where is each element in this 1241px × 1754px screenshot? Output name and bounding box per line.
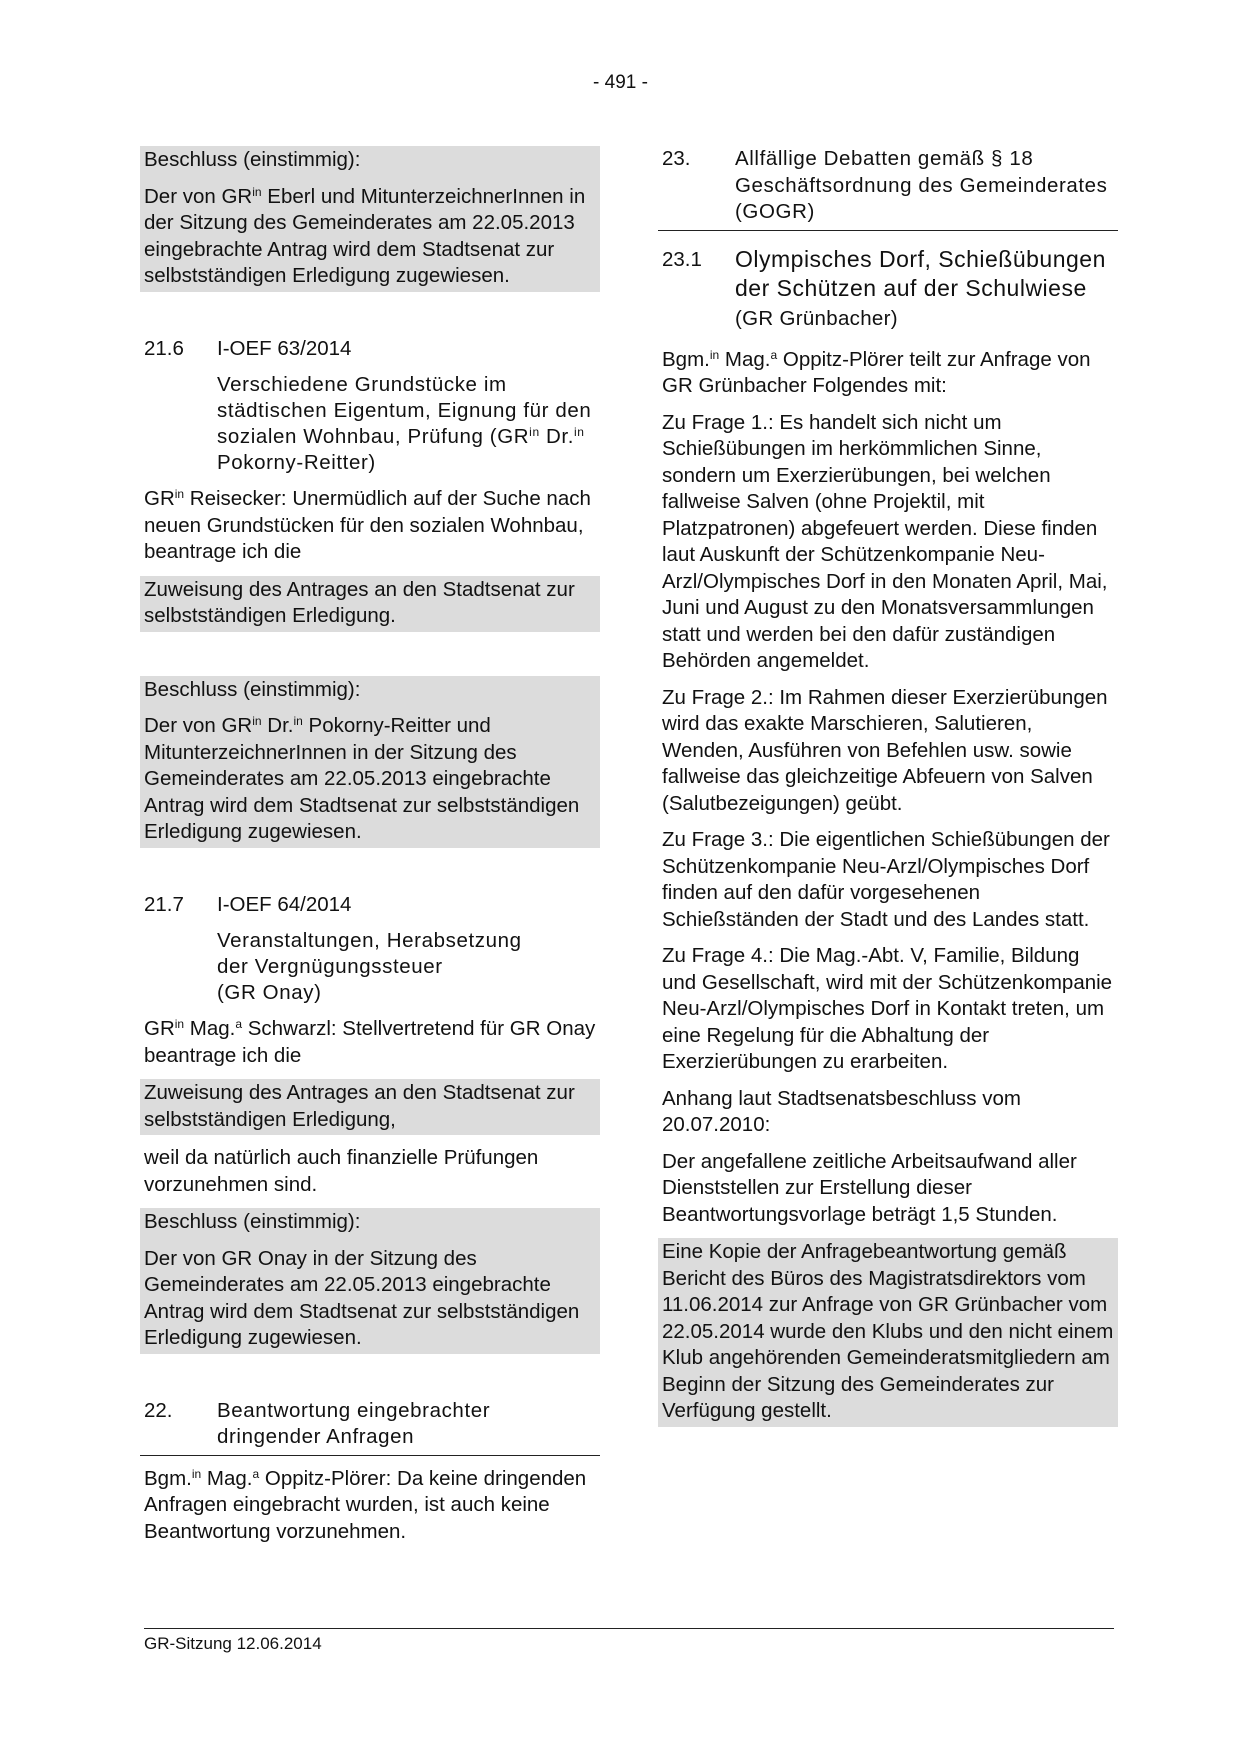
answer-question-3: Zu Frage 3.: Die eigentlichen Schießübungen der Schützenkompanie Neu-Arzl/Olympisches Dorf finden auf den dafür vorgesehenen Schießständen der Stadt und des Landes statt.: [662, 828, 1110, 931]
resolution-title: Beschluss (einstimmig):: [144, 677, 361, 701]
section-title: Allfällige Debatten gemäß § 18 Geschäftsordnung des Gemeinderates (GOGR): [735, 147, 1108, 223]
section-21-6-title: Verschiedene Grundstücke im städtischen Eigentum, Eignung für den sozialen Wohnbau, Prüfung ($GR^{in}$ Dr.$^{in}$ Pokorny-Reitter): [217, 373, 592, 474]
answer-question-2: Zu Frage 2.: Im Rahmen dieser Exerzierübungen wird das exakte Marschieren, Salutieren, Wenden, Ausführen von Befehlen usw. sowie fallweise das gleichzeitige Abfeuern von Salven (Salutbezeigungen) geübt.: [662, 685, 1108, 815]
resolution-text: Der von $GR^{in}$ Eberl und MitunterzeichnerInnen in der Sitzung des Gemeinderates am 22.05.2013 eingebrachte Antrag wird dem Stadtsenat zur selbstständigen Erledigung zugewiesen.: [144, 184, 586, 287]
section-code: I-OEF 64/2014: [217, 892, 352, 916]
section-21-7-title: Veranstaltungen, Herabsetzung der Vergnügungssteuer (GR Onay): [217, 929, 522, 1004]
right-column: [662, 146, 1114, 1427]
resolution-block-1: [140, 146, 600, 292]
left-column: [144, 146, 596, 1545]
section-number: 22.: [144, 1398, 173, 1422]
section-22-text: Bgm.$^{in}$ Mag.$^a$ Oppitz-Plörer: Da keine dringenden Anfragen eingebracht wurden, ist auch keine Beantwortung vorzunehmen.: [144, 1466, 587, 1543]
resolution-block-21-7: [140, 1208, 600, 1354]
section-number: 23.1: [662, 247, 702, 271]
section-21-6-heading: [144, 336, 596, 363]
reason-text-21-7: weil da natürlich auch finanzielle Prüfungen vorzunehmen sind.: [144, 1146, 539, 1196]
answer-question-1: Zu Frage 1.: Es handelt sich nicht um Schießübungen im herkömmlichen Sinne, sondern um Exerzierübungen, bei welchen fallweise Salven (ohne Projektil, mit Platzpatronen) abgefeuert werden. Diese finden laut Auskunft der Schützenkompanie Neu-Arzl/Olympisches Dorf in den Monaten April, Mai, Juni und August zu den Monatsversammlungen statt und werden bei den dafür zuständigen Behörden angemeldet.: [662, 410, 1108, 672]
resolution-block-21-6: [140, 676, 600, 848]
resolution-text: Der von GR Onay in der Sitzung des Gemeinderates am 22.05.2013 eingebrachte Antrag wird dem Stadtsenat zur selbstständigen Erledigung zugewiesen.: [144, 1246, 580, 1349]
assignment-21-7: Zuweisung des Antrages an den Stadtsenat zur selbstständigen Erledigung,: [140, 1079, 600, 1135]
page-number: - 491 -: [593, 72, 648, 93]
section-title: Beantwortung eingebrachter dringender Anfragen: [217, 1398, 491, 1448]
footer-text: GR-Sitzung 12.06.2014: [144, 1634, 322, 1653]
section-number: 21.7: [144, 892, 184, 916]
resolution-text: Der von $GR^{in}$ Dr.$^{in}$ Pokorny-Reitter und MitunterzeichnerInnen in der Sitzung des Gemeinderates am 22.05.2013 eingebrachte Antrag wird dem Stadtsenat zur selbstständigen Erledigung zugewiesen.: [144, 714, 580, 843]
section-23-1-heading: [662, 245, 1114, 333]
motion-text-21-6: $GR^{in}$ Reisecker: Unermüdlich auf der Suche nach neuen Grundstücken für den sozialen Wohnbau, beantrage ich die: [144, 487, 591, 563]
footer-divider: [144, 1628, 1114, 1629]
section-number: 21.6: [144, 336, 184, 360]
effort-text: Der angefallene zeitliche Arbeitsaufwand aller Dienststellen zur Erstellung dieser Beantwortungsvorlage beträgt 1,5 Stunden.: [662, 1149, 1077, 1226]
motion-text-21-7: $GR^{in}$ Mag.$^a$ Schwarzl: Stellvertretend für GR Onay beantrage ich die: [144, 1017, 596, 1067]
appendix-title: Anhang laut Stadtsenatsbeschluss vom 20.07.2010:: [662, 1086, 1021, 1136]
section-code: I-OEF 63/2014: [217, 336, 352, 360]
answer-question-4: Zu Frage 4.: Die Mag.-Abt. V, Familie, Bildung und Gesellschaft, wird mit der Schützenkompanie Neu-Arzl/Olympisches Dorf in Kontakt treten, um eine Regelung für die Abhaltung der Exerzierübungen zu erarbeiten.: [662, 944, 1113, 1073]
resolution-title: Beschluss (einstimmig):: [144, 1210, 361, 1233]
section-22-heading: [144, 1398, 596, 1451]
section-23-heading: [662, 146, 1114, 226]
copy-note: Eine Kopie der Anfragebeantwortung gemäß Bericht des Büros des Magistratsdirektors vom 11.06.2014 zur Anfrage von GR Grünbacher vom 22.05.2014 wurde den Klubs und den nicht einem Klub angehörenden Gemeinderatsmitgliedern am Beginn der Sitzung des Gemeinderates zur Verfügung gestellt.: [658, 1238, 1118, 1427]
section-21-7-heading: [144, 892, 596, 919]
assignment-21-6: Zuweisung des Antrages an den Stadtsenat zur selbstständigen Erledigung.: [140, 576, 600, 632]
resolution-title: Beschluss (einstimmig):: [144, 148, 361, 171]
section-title: Olympisches Dorf, Schießübungen der Schützen auf der Schulwiese (GR Grünbacher): [735, 245, 1106, 330]
section-number: 23.: [662, 147, 691, 170]
intro-text: Bgm.$^{in}$ Mag.$^a$ Oppitz-Plörer teilt zur Anfrage von GR Grünbacher Folgendes mit:: [662, 347, 1091, 397]
